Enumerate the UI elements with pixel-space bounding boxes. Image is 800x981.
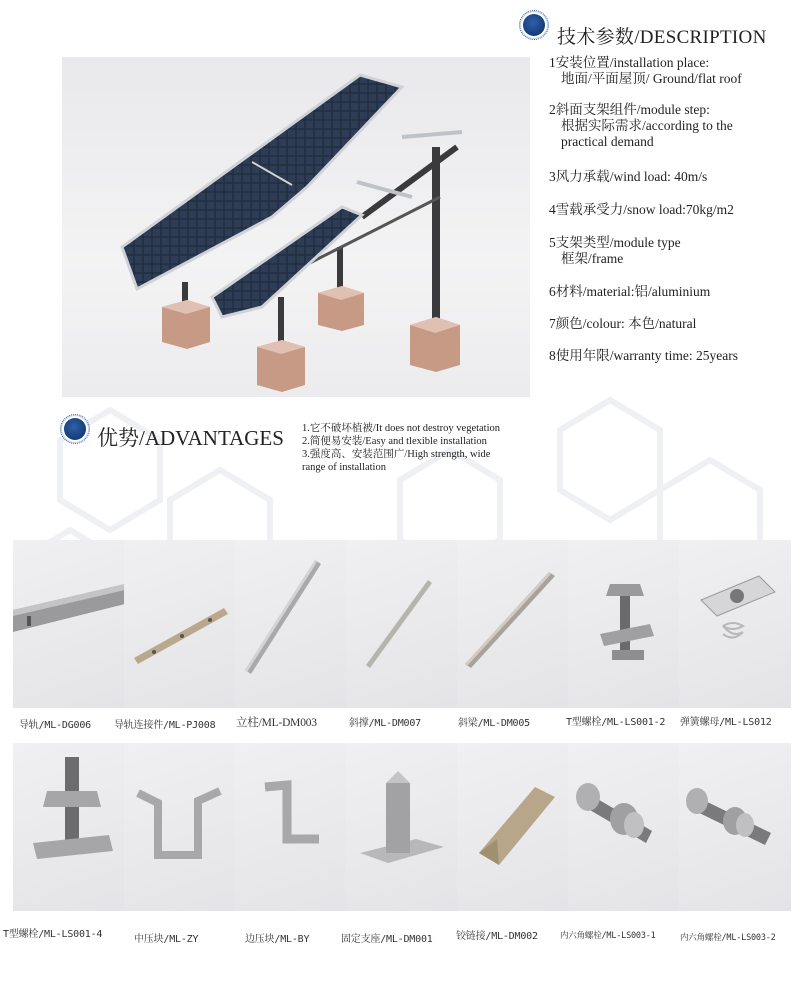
- part-caption: 固定支座/ML-DM001: [341, 934, 433, 945]
- end-clamp-icon: [235, 743, 347, 911]
- advantages-heading: 优势/ADVANTAGES: [97, 426, 284, 450]
- spec-material: [549, 284, 710, 300]
- hex-bolt-icon: [568, 743, 680, 911]
- spec-label: 5支架类型/module type: [549, 235, 681, 250]
- spec-label: 6材料/material:铝/aluminium: [549, 284, 711, 299]
- spec-installation-place: [549, 55, 742, 87]
- part-spring-nut: [679, 540, 791, 708]
- spec-value: 框架/frame: [561, 251, 624, 266]
- part-caption: 边压块/ML-BY: [245, 934, 310, 945]
- part-fixed-base: [346, 743, 458, 911]
- part-caption: 斜撑/ML-DM007: [349, 718, 421, 729]
- advantage-item: range of installation: [302, 462, 386, 473]
- part-hex-bolt-2: [679, 743, 791, 911]
- part-caption: 中压块/ML-ZY: [134, 934, 199, 945]
- spec-value: practical demand: [561, 134, 654, 149]
- spec-colour: [549, 316, 696, 332]
- part-caption: 内六角螺栓/ML-LS003-2: [680, 933, 776, 943]
- part-diagonal-beam: [457, 540, 569, 708]
- advantages-list: [302, 422, 562, 474]
- part-caption: 弹簧螺母/ML-LS012: [680, 717, 772, 728]
- spec-label: 1安装位置/installation place:: [549, 55, 710, 70]
- spec-module-type: [549, 235, 681, 267]
- description-heading: 技术参数/DESCRIPTION: [557, 27, 767, 48]
- part-end-clamp: [235, 743, 347, 911]
- part-rail-connector: [124, 540, 236, 708]
- part-caption: 导轨/ML-DG006: [19, 720, 91, 731]
- part-caption: 导轨连接件/ML-PJ008: [114, 720, 216, 731]
- part-caption: 铰链接/ML-DM002: [456, 931, 538, 942]
- spec-module-step: [549, 102, 733, 150]
- part-t-bolt-2: [13, 743, 125, 911]
- description-bullet-icon: [523, 14, 545, 36]
- solar-array-illustration: [62, 57, 530, 397]
- hex-bolt-icon: [679, 743, 791, 911]
- part-caption: T型螺栓/ML-LS001-2: [566, 717, 666, 728]
- part-caption: 内六角螺栓/ML-LS003-1: [560, 931, 656, 941]
- mid-clamp-icon: [124, 743, 236, 911]
- rail-connector-icon: [124, 540, 236, 708]
- spec-value: 根据实际需求/according to the: [561, 118, 733, 133]
- spec-value: 地面/平面屋顶/ Ground/flat roof: [561, 71, 742, 86]
- part-caption: 斜梁/ML-DM005: [458, 718, 530, 729]
- spring-nut-icon: [679, 540, 791, 708]
- concrete-block: [162, 300, 210, 349]
- spec-label: 2斜面支架组件/module step:: [549, 102, 710, 117]
- advantage-item: 2.简便易安装/Easy and tlexible installation: [302, 436, 487, 447]
- hinge-icon: [457, 743, 569, 911]
- part-pillar: [235, 540, 347, 708]
- spec-snow-load: [549, 202, 734, 218]
- t-bolt-icon: [13, 743, 125, 911]
- spec-warranty: [549, 348, 738, 364]
- part-diagonal-brace: [346, 540, 458, 708]
- diagonal-brace-icon: [346, 540, 458, 708]
- part-mid-clamp: [124, 743, 236, 911]
- advantage-item: 1.它不破坏植被/It does not destroy vegetation: [302, 423, 501, 434]
- diagonal-beam-icon: [457, 540, 569, 708]
- part-rail: [13, 540, 125, 708]
- solar-mount-image: [62, 57, 530, 397]
- part-caption: 立柱/ML-DM003: [236, 717, 317, 729]
- advantage-item: 3.强度高、安装范围广/High strength, wide: [302, 449, 491, 460]
- part-t-bolt: [568, 540, 680, 708]
- spec-label: 3风力承载/wind load: 40m/s: [549, 169, 708, 184]
- advantages-bullet-icon: [64, 418, 86, 440]
- spec-label: 7颜色/colour: 本色/natural: [549, 316, 697, 331]
- rail-icon: [13, 540, 125, 708]
- part-hex-bolt-1: [568, 743, 680, 911]
- part-caption: T型螺栓/ML-LS001-4: [3, 929, 103, 940]
- pillar-icon: [235, 540, 347, 708]
- fixed-base-icon: [346, 743, 458, 911]
- part-hinge: [457, 743, 569, 911]
- spec-label: 8使用年限/warranty time: 25years: [549, 348, 738, 363]
- t-bolt-icon: [568, 540, 680, 708]
- spec-wind-load: [549, 169, 707, 185]
- spec-label: 4雪载承受力/snow load:70kg/m2: [549, 202, 734, 217]
